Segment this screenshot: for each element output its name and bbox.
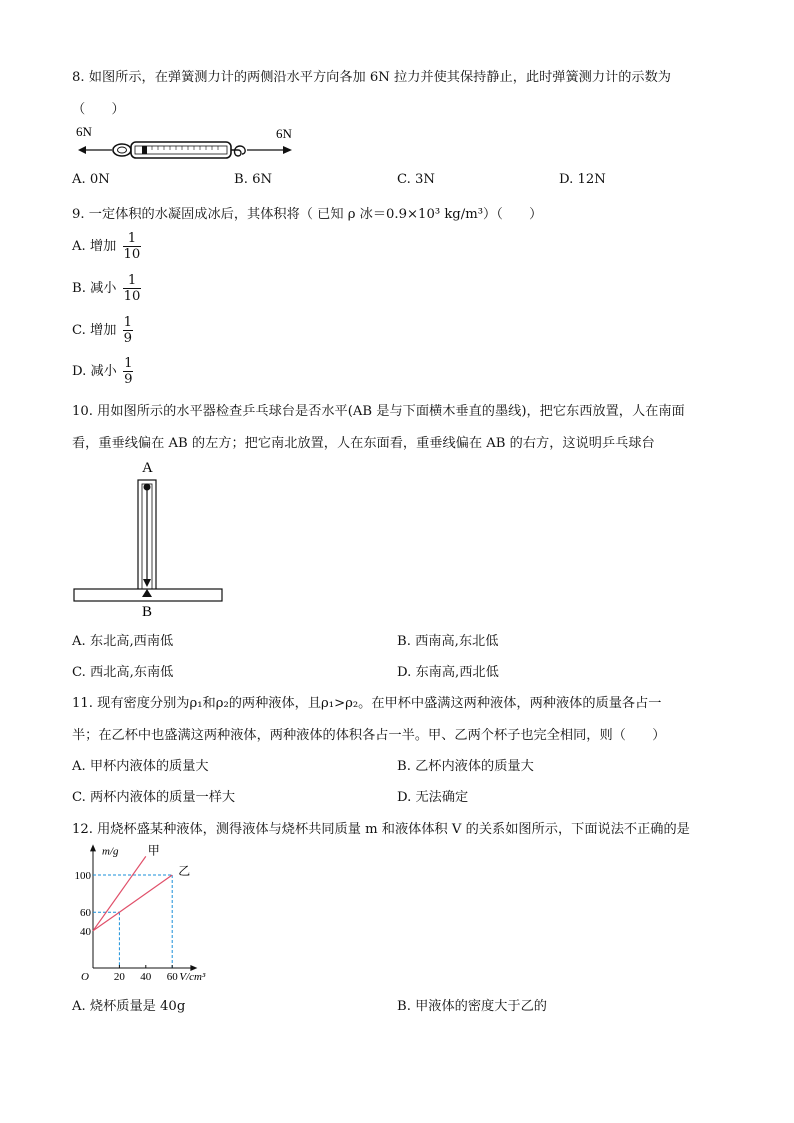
series-line (93, 875, 172, 931)
q8-stem: 8. 如图所示，在弹簧测力计的两侧沿水平方向各加 6N 拉力并使其保持静止，此时弹簧测力计的示数为 (72, 70, 671, 85)
x-tick-label: 20 (113, 971, 125, 983)
q9-option-c-label: C. 增加 (72, 323, 117, 338)
fraction-numerator: 1 (124, 356, 133, 371)
q9-option-d (72, 356, 133, 387)
series-label: 乙 (178, 864, 191, 878)
fraction-numerator: 1 (123, 231, 142, 247)
label-b: B (142, 604, 153, 620)
fraction-denominator: 9 (123, 331, 132, 346)
q11-option-a: A. 甲杯内液体的质量大 (72, 759, 209, 774)
q12-option-a: A. 烧杯质量是 40g (72, 999, 186, 1014)
q12-option-b: B. 甲液体的密度大于乙的 (397, 999, 547, 1014)
y-axis-arrow (90, 844, 96, 851)
q12-stem: 12. 用烧杯盛某种液体，测得液体与烧杯共同质量 m 和液体体积 V 的关系如图所示，下面说法不正确的是 (72, 822, 690, 837)
q9-option-b-label: B. 减小 (72, 281, 117, 296)
y-tick-label: 40 (80, 925, 91, 938)
q11-option-d: D. 无法确定 (397, 790, 469, 805)
q9-option-a (72, 231, 141, 262)
q8-option-a: A. 0N (72, 172, 110, 187)
q10-line2: 看，重垂线偏在 AB 的左方；把它南北放置，人在东面看，重垂线偏在 AB 的右方，这说明乒乓球台 (72, 436, 655, 451)
fraction-denominator: 10 (123, 289, 141, 304)
q10-option-d: D. 东南高,西北低 (397, 665, 499, 680)
q8-option-c: C. 3N (397, 172, 435, 187)
q11-line1: 11. 现有密度分别为ρ₁和ρ₂的两种液体，且ρ₁>ρ₂。在甲杯中盛满这两种液体，两种液体的质量各占一 (72, 696, 662, 711)
fraction-denominator: 10 (123, 247, 141, 262)
fraction-numerator: 1 (123, 273, 142, 289)
q9-option-d-fraction (123, 356, 133, 387)
y-tick-label: 60 (80, 907, 91, 920)
series-label: 甲 (147, 843, 160, 858)
q9-option-b (72, 273, 141, 304)
origin-label: O (81, 971, 89, 983)
x-axis-label: V/cm³ (179, 971, 206, 983)
fraction-denominator: 9 (124, 372, 133, 387)
q9-stem: 9. 一定体积的水凝固成冰后，其体积将（ 已知 ρ 冰＝0.9×10³ kg/m³）（ ） (72, 207, 543, 222)
y-tick-label: 100 (74, 870, 91, 882)
fraction-numerator: 1 (123, 315, 132, 330)
q10-option-c: C. 西北高,东南低 (72, 665, 174, 680)
y-axis-label: m/g (102, 845, 119, 858)
q8-paren: （ ） (72, 102, 125, 117)
q8-option-b: B. 6N (234, 172, 273, 187)
q9-option-c-fraction (123, 315, 133, 346)
q9-option-a-fraction (123, 231, 142, 262)
q11-line2: 半；在乙杯中也盛满这两种液体，两种液体的体积各占一半。甲、乙两个杯子也完全相同，则（ ） (72, 728, 666, 743)
spring-scale-figure (70, 124, 300, 166)
q10-line1: 10. 用如图所示的水平器检查乒乓球台是否水平(AB 是与下面横木垂直的墨线)，把它东西放置，人在南面 (72, 404, 685, 419)
q11-option-b: B. 乙杯内液体的质量大 (397, 759, 534, 774)
q9-option-c (72, 315, 133, 346)
q10-option-a: A. 东北高,西南低 (72, 634, 174, 649)
right-force-label: 6N (276, 126, 292, 141)
q9-option-a-label: A. 增加 (72, 239, 117, 254)
label-a: A (142, 460, 153, 476)
q8-option-d: D. 12N (559, 172, 606, 187)
q10-option-b: B. 西南高,东北低 (397, 634, 499, 649)
left-force-label: 6N (76, 124, 92, 139)
x-tick-label: 40 (140, 971, 152, 983)
q9-option-d-label: D. 减小 (72, 364, 117, 379)
mass-volume-chart (74, 842, 250, 983)
x-tick-label: 60 (166, 971, 178, 983)
q11-option-c: C. 两杯内液体的质量一样大 (72, 790, 236, 805)
level-tool-figure (70, 456, 230, 620)
q9-option-b-fraction (123, 273, 142, 304)
